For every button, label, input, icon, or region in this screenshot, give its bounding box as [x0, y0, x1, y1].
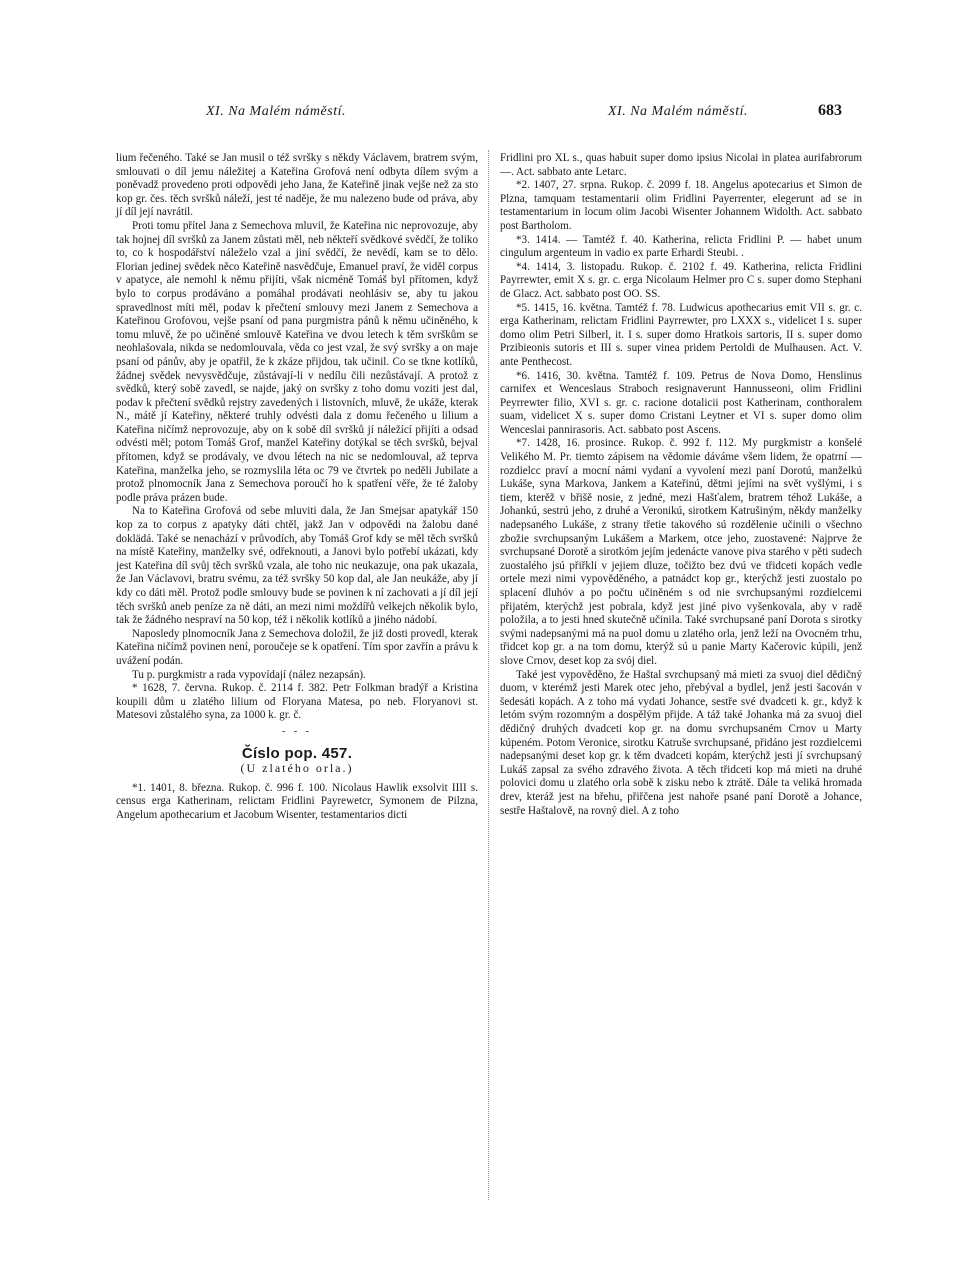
left-column: [116, 152, 478, 823]
entry-3: *3. 1414. — Tamtéž f. 40. Katherina, relicta Fridlini P. — habet unum cingulum argenteum in vadio ex parte Erhardi Steubi. .: [500, 233, 862, 260]
paragraph: Také jest vypověděno, že Haštal svrchupsaný má mieti za svuoj diel dědičný duom, v kterémž jesti Marek otec jeho, přebýval a bydlel, jenž jesti šacován v šedesáti kopách. A z toho má vydati Johance, sestře své dvadceti k. gr., když k letóm svým rozomným a dospělým přijde. A táž také Johanka má za svuoj diel dědičný druhých dvadceti kop gr. na domu svrchupsaném Crnov u Marty kúpeném. Potom Veronice, sirotku Katruše svrchupsané, přidáno jest rozdielcemi nadepsanými deset kop gr. k těm dvadceti kopám, kterýchž jesti jí svrchupsaný Lukáš zapsal za svého zdravého života. A těch třidceti kop má mieti na druhé polovici domu u zlatého orla sobě k zisku nebo k ztrátě. Dále ta veliká hromada drev, kteráž jest na břehu, přiřčena jest nahoře psané paní Dorotě a Johance, sestře Haštalově, na rovný diel. A z toho: [500, 668, 862, 817]
section-subtitle: (U zlatého orla.): [240, 761, 354, 776]
paragraph: Naposledy plnomocník Jana z Semechova doložil, že již dosti provedl, kterak Kateřina ničímž povinen není, poroučeje se k opatření. Tím spor zavřín a právu k uvážení podán.: [116, 627, 478, 667]
paragraph: Proti tomu přítel Jana z Semechova mluvil, že Kateřina nic neprovozuje, aby tak hojnej díl svršků za Janem zůstati měl, neb někteří svědkové svědčí, že toliko to, co k hospodářství náleželo vzal a jiní svědčí, že nevědí, kam se to dělo. Florian jedinej svědek něco Kateřině nasvědčuje, Emanuel praví, že viděl corpus v apatyce, ale nemohl k němu přijíti, však nicméně Tomáš byl přítomen, když bylo to corpus prodáváno a pomáhal prodávati neohlásiv se, aby tu jakou spravedlnost míti měl, podav k přečtení smlouvy mezi Janem z Semechova a Kateřinou Grofovou, vejše psaní od pana purgmistra pánů k němu učiněného, k tomu mluvě, že po učiněné smlouvě Kateřina ve dvou letech k těm svrškům se neohlašovala, nikda se nedomlouvala, věda co jest vzal, že svý svršky a on maje psaní od pánův, aby je opatřil, že k zkáze přijdou, tak učinil. Co se tkne kotlíků, žádnej svědek nevysvědčuje, zůstávají-li v nedílu čili nezůstávají. A protož z svědků, který sobě zavedl, se najde, jaký on svršky z toho domu voziti jest dal, podav k přečtení svědků rejstry zavedených i listovních, mluvě, že ukáže, kterak N., mátě jí Kateřiny, některé truhly odvésti dala z domu řečeného u lilium a Kateřina ničímž neprovozuje, aby on k sobě díl svršků jí náležící přijíti a odsad odvésti měl; potom Tomáš Grof, manžel Kateřiny dotýkal se těch svršků, bejval přítomen, když se prodávaly, ve dvou létech na nic se nedomlouval, až teprva Kateřina, manželka jeho, se rozmyslila léta oc 79 ve čtvrtek po neděli Jubilate a protož plnomocník Jana z Semechova poroučí ho k spatření věře, že té žaloby podle práva prázen bude.: [116, 219, 478, 504]
left-running-head: XI. Na Malém náměstí.: [206, 104, 346, 119]
entry-5: *5. 1415, 16. května. Tamtéž f. 78. Ludwicus apothecarius emit VII s. gr. c. erga Katherinam, relictam Fridlini Payrrewter, pro LXXX s., videlicet I s. super domo olim Petri Silberl, it. I s. super domo Hratkois sartoris, II s. super domo Przibieonis sutoris et III s. super vinea pridem Pertoldi de Mulhausen. Act. V. ante Penthecost.: [500, 301, 862, 368]
entry-continuation: Fridlini pro XL s., quas habuit super domo ipsius Nicolai in platea aurifabrorum —. Act. sabbato ante Letarc.: [500, 152, 862, 178]
entry-1628: * 1628, 7. června. Rukop. č. 2114 f. 382. Petr Folkman bradýř a Kristina koupili dům u zlatého lilium od Floryana Matesa, po neb. Floryanovi st. Matesovi zůstalého syna, za 1000 k. gr. č.: [116, 682, 478, 722]
paragraph: Na to Kateřina Grofová od sebe mluviti dala, že Jan Smejsar apatykář 150 kop za to corpus z apatyky dáti chtěl, jakž Jan v odpovědi na žalobu dané doklädá. Také se nenachází v průvodích, aby Tomáš Grof kdy se měl těch svršků na místě Kateřiny, manželky své, odřeknouti, a Janovi bylo potřebí ukázati, kdy jest Kateřina díl svůj těch svršků vzala, ale toho nic neukazuje, ona pak ukazala, že Jan Václavovi, bratru svému, za též svršky 50 kop dal, ale Jan neukáže, aby jí kdy co dáti měl. Protož podle smlouvy bude se povinen k ní zachovati a jí díl její těch svršků aneb peníze za ně dáti, an mezi nimi moždířů velkejch několik bylo, tak že žádného nespraví na 50 kop, též i několik kotlíků a jiného nádobí.: [116, 505, 478, 627]
right-column: [500, 152, 862, 818]
paragraph: lium řečeného. Také se Jan musil o též svršky s někdy Václavem, bratrem svým, smlouvati o díl jemu náležitej a Kateřina Grofová není odbyta dílem svým a poněvadž provedeno proti odpovědi jeho Jana, že Kateřině jinak vejše než za sto kop gr. čes. těch svršků náleží, jest té naděje, že mu nalezeno bude od práva, aby jí díl její navrátil.: [116, 152, 478, 219]
section-divider: - - -: [282, 725, 312, 737]
page-number: 683: [818, 102, 842, 119]
entry-4: *4. 1414, 3. listopadu. Rukop. č. 2102 f. 49. Katherina, relicta Fridlini Payrrewter, emit X s. gr. c. erga Nicolaum Helmer pro C s. super domo Stephani de Glacz. Act. sabbato post OO. SS.: [500, 260, 862, 300]
entry-7: *7. 1428, 16. prosince. Rukop. č. 992 f. 112. My purgkmistr a konšelé Velikého M. Pr. tiemto zápisem na vědomie dáváme všem lidem, že opatrní — rozdielcc praví a mocní námi vydaní a vyvolení mezi paní Dorotú, manželkú Lukáše, syna Markova, Jankem a Kateřinú, dětmi jejími na svět vyšlými, i s tiem, kterěž v břišě nosie, z jedné, mezi Hašťalem, bratrem téhož Lukáše, a Johankú, sestrú jeho, z druhé a Veronikú, sirotkem Katrušiným, někdy manželky nadepsaného Lukáše, z strany třetie takového sú rozdělenie učinili o všechno zbožie svrchupsaným Lukášem a Markem, otce jeho, zuostavené: Najprve že svrchupsané Dorotě a sirotkóm jejím jedenácte vanove piva starého v pěti sudech zuostalého jsú přiřkli v jejiem dluze, točižto bez dvú ve třidceti kopách vedle ortele mezi nimi vypověděného, a patnádct kop gr., kterýchž jesti zuostalo po splacení dluhóv a po počtu učiněném s od nie svrchupsanými rozdielcemi přijatém, kterýchž jest pobrala, když jest jiné pivo vyšenkovala, aby v radě položila, a to jesti hned skutečně učinila. Také svrchupsané paní Dorota s sirotky svými nadepsanými má na puol domu u zlatého orla, jenž leží na Ovocném trhu, třidcet kop gr. a na tom domu, kterýž sú u panie Marty Kačerovic kúpili, jenž slove Crnov, deset kop za svój diel.: [500, 437, 862, 667]
column-divider: [488, 150, 490, 1200]
right-running-head: XI. Na Malém náměstí.: [608, 104, 748, 119]
section-title: Číslo pop. 457.: [241, 744, 353, 762]
entry-1401: *1. 1401, 8. března. Rukop. č. 996 f. 100. Nicolaus Hawlik exsolvit IIII s. census erga Katherinam, relictam Fridlini Payrewetcr, Symonem de Pilzna, Angelum apothecarium et Jacobum Wisenter, testamentarios dicti: [116, 781, 478, 821]
entry-2: *2. 1407, 27. srpna. Rukop. č. 2099 f. 18. Angelus apotecarius et Simon de Plzna, tamquam testamentarii olim Fridlini Payerrenter, elegerunt ad se in testamentarium in locum olim Jacobi Wisenter Johannem Widolth. Act. sabbato post Bartholom.: [500, 179, 862, 232]
paragraph: Tu p. purgkmistr a rada vypovídají (nález nezapsán).: [132, 668, 366, 681]
entry-6: *6. 1416, 30. května. Tamtéž f. 109. Petrus de Nova Domo, Henslinus carnifex et Wenceslaus Straboch resignaverunt Hannusseoni, olim Fridlini Peyrrewter filio, XVI s. gr. c. racione dotalicii post Katherinam, conthoralem suam, videlicet X s. super domo Cristani Leytner et VI s. super domo olim Wenceslai pannirasoris. Act. sabbato post Ascens.: [500, 369, 862, 436]
